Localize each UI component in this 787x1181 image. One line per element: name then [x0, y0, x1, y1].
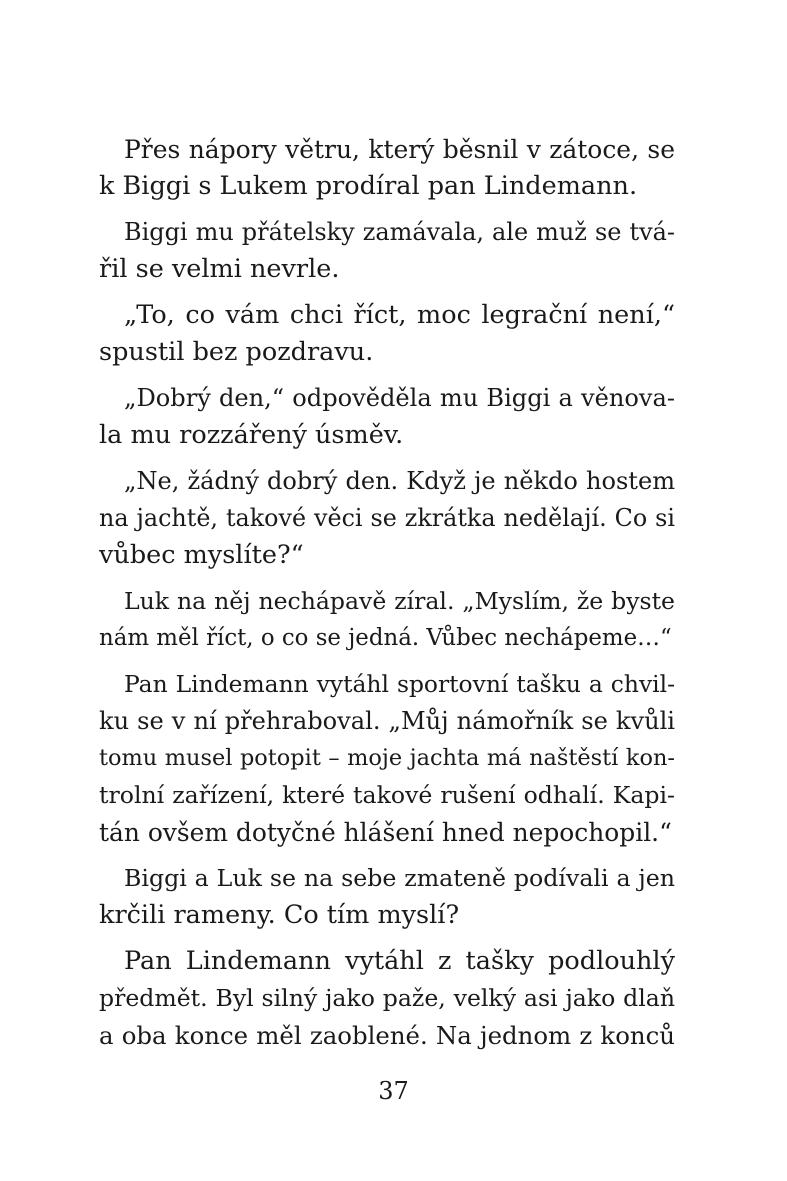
paragraph [99, 583, 675, 657]
text-line: Luk na něj nechápavě zíral. „Myslím, že byste [124, 587, 675, 615]
paragraph [99, 297, 675, 371]
paragraph [99, 214, 675, 288]
text-line: krčili rameny. Co tím myslí? [99, 900, 460, 930]
text-line: „To, co vám chci říct, moc legrační není,“ [124, 300, 675, 330]
body-text [99, 131, 675, 1063]
paragraph [99, 943, 675, 1054]
text-line: a oba konce měl zaoblené. Na jednom z konců [99, 1021, 675, 1050]
paragraph [99, 380, 675, 454]
text-line: vůbec myslíte?“ [99, 540, 304, 570]
text-line: Biggi mu přátelsky zamávala, ale muž se tvá- [124, 218, 675, 246]
page-number: 37 [378, 1077, 409, 1105]
text-line: „Ne, žádný dobrý den. Když je někdo hostem [124, 467, 675, 495]
text-line: ku se v ní přehraboval. „Můj námořník se kvůli [99, 707, 675, 735]
paragraph [99, 131, 675, 205]
paragraph [99, 860, 675, 934]
text-line: řil se velmi nevrle. [99, 254, 340, 284]
text-line: „Dobrý den,“ odpověděla mu Biggi a věnova- [124, 384, 675, 412]
text-line: trolní zařízení, které takové rušení odhalí. Kapi- [99, 781, 675, 809]
text-line: předmět. Byl silný jako paže, velký asi jako dlaň [99, 984, 675, 1012]
text-line: tán ovšem dotyčné hlášení hned nepochopil.“ [99, 818, 672, 847]
text-line: spustil bez pozdravu. [99, 337, 374, 367]
text-line: Přes nápory větru, který běsnil v zátoce, se [124, 135, 675, 164]
text-line: tomu musel potopit – moje jachta má naštěstí kon- [99, 745, 675, 771]
text-line: la mu rozzářený úsměv. [99, 420, 404, 450]
text-line: nám měl říct, o co se jedná. Vůbec nechápeme…“ [99, 625, 672, 651]
text-line: Pan Lindemann vytáhl sportovní tašku a chvil- [124, 670, 675, 698]
text-line: k Biggi s Lukem prodíral pan Lindemann. [99, 171, 638, 201]
paragraph [99, 666, 675, 851]
text-line: Biggi a Luk se na sebe zmateně podívali a jen [124, 864, 675, 892]
text-line: Pan Lindemann vytáhl z tašky podlouhlý [124, 946, 675, 976]
paragraph [99, 463, 675, 574]
text-line: na jachtě, takové věci se zkrátka nedělají. Co si [99, 504, 675, 532]
